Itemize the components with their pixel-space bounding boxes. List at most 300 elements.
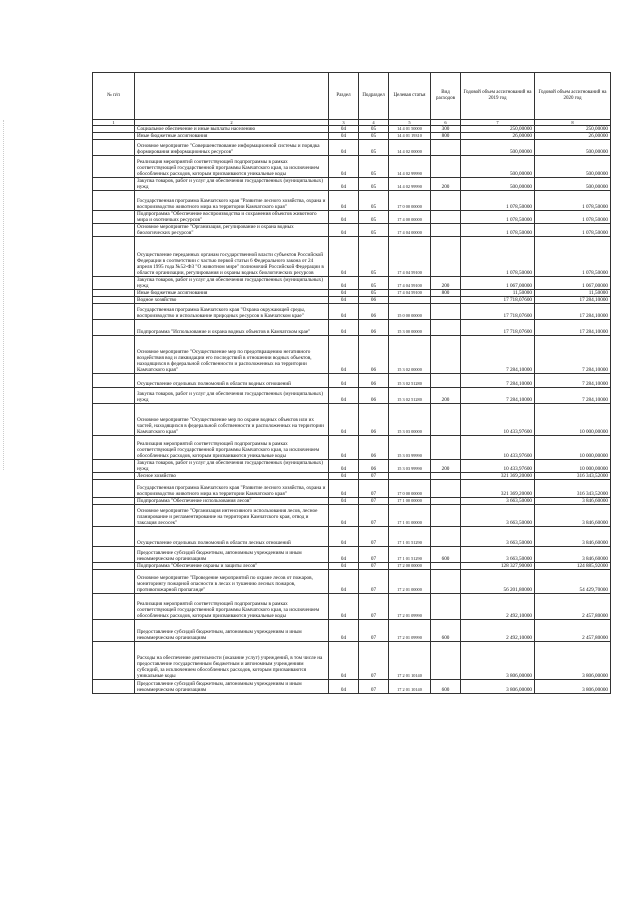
row-expense-type: 200 [431,460,461,473]
row-amount-2020: 1 078,50000 [535,191,611,211]
header-row [93,73,611,120]
row-number [93,211,135,224]
row-amount-2020: 500,00000 [535,156,611,178]
row-amount-2020: 10 000,00000 [535,460,611,473]
table-row [93,620,611,642]
row-amount-2020: 316 343,52000 [535,473,611,480]
row-name: Основное мероприятие "Организация интенсивного использования лесов, лесное планирование и регламентирование на территории Камчатского края, отвод и таксация лесосек" [135,505,329,527]
row-name: Государственная программа Камчатского края "Развитие лесного хозяйства, охрана и воспроизводство животного мира на территории Камчатского края" [135,480,329,498]
col-expense-type-header: Вид расходов [431,73,461,120]
row-section: 04 [329,680,359,694]
row-expense-type [431,320,461,336]
col-2019-header: Годовой объем ассигнований на 2019 год [461,73,535,120]
row-section: 04 [329,178,359,191]
row-subsection: 06 [359,336,389,374]
row-amount-2020: 11,50000 [535,290,611,297]
row-expense-type [431,527,461,547]
table-row [93,498,611,505]
row-section: 04 [329,140,359,156]
row-name: Иные бюджетные ассигнования [135,290,329,297]
row-number [93,178,135,191]
column-number: 4 [359,120,389,126]
row-number [93,297,135,304]
row-name: Закупка товаров, работ и услуг для обеспечения государственных (муниципальных) нужд [135,460,329,473]
row-target: 15 3 02 51280 [389,374,431,388]
column-number: 5 [389,120,431,126]
row-number [93,388,135,404]
col-section-header: Раздел [329,73,359,120]
row-expense-type [431,563,461,570]
row-expense-type: 600 [431,680,461,694]
row-amount-2020: 2 457,80000 [535,594,611,620]
row-number [93,547,135,563]
row-subsection: 05 [359,277,389,290]
row-subsection: 07 [359,480,389,498]
row-expense-type [431,374,461,388]
row-amount-2020: 26,00000 [535,133,611,140]
row-name: Основное мероприятие "Проведение мероприятий по охране лесов от пожаров, мониторингу пожарной опасности в лесах и тушению лесных пожаров, противопожарной пропаганде" [135,570,329,594]
row-amount-2019: 7 284,10000 [461,336,535,374]
row-amount-2019: 500,00000 [461,140,535,156]
col-name-header [135,73,329,120]
row-target: 14 4 02 99990 [389,178,431,191]
row-section: 04 [329,404,359,436]
table-row [93,237,611,277]
row-section: 04 [329,473,359,480]
row-number [93,570,135,594]
table-row [93,527,611,547]
table-row [93,156,611,178]
row-amount-2020: 500,00000 [535,178,611,191]
row-expense-type: 300 [431,126,461,133]
row-amount-2019: 1 078,50000 [461,224,535,237]
row-amount-2019: 500,00000 [461,156,535,178]
row-name: Основное мероприятие "Осуществление мер по предотвращению негативного воздействия вод и ликвидации его последствий в отношении водных объектов, находящихся в федеральной собственности и расположенных на территории Камчатского края" [135,336,329,374]
row-expense-type [431,336,461,374]
row-name: Подпрограмма "Обеспечение охраны и защиты лесов" [135,563,329,570]
row-amount-2019: 3 806,00000 [461,642,535,680]
row-amount-2019: 17 718,07600 [461,320,535,336]
table-row [93,277,611,290]
row-number [93,320,135,336]
row-number [93,480,135,498]
row-amount-2020: 10 000,00000 [535,404,611,436]
row-amount-2020: 3 846,60000 [535,505,611,527]
row-section: 04 [329,505,359,527]
table-row [93,304,611,320]
row-amount-2019: 2 492,10000 [461,594,535,620]
row-number [93,436,135,460]
row-number [93,460,135,473]
row-target: 15 3 00 00000 [389,320,431,336]
column-number: 6 [431,120,461,126]
column-number: 7 [461,120,535,126]
row-amount-2019: 26,00000 [461,133,535,140]
row-target: 17 2 01 10140 [389,642,431,680]
row-target: 17 0 00 00000 [389,191,431,211]
row-expense-type [431,436,461,460]
row-name: Основное мероприятие "Совершенствование информационной системы и порядка формирования информационных ресурсов" [135,140,329,156]
row-target: 17 1 01 51290 [389,527,431,547]
row-number [93,642,135,680]
row-amount-2019: 7 284,10000 [461,388,535,404]
column-number: 3 [329,120,359,126]
row-section: 04 [329,336,359,374]
row-expense-type: 600 [431,547,461,563]
row-expense-type [431,224,461,237]
row-target: 17 4 00 00000 [389,211,431,224]
row-name: Лесное хозяйство [135,473,329,480]
row-amount-2019: 10 433,97600 [461,404,535,436]
table-row [93,460,611,473]
row-subsection: 07 [359,642,389,680]
row-name: Закупка товаров, работ и услуг для обеспечения государственных (муниципальных) нужд [135,178,329,191]
row-subsection: 07 [359,498,389,505]
row-subsection: 06 [359,436,389,460]
row-section: 04 [329,224,359,237]
row-amount-2020: 7 284,10000 [535,374,611,388]
row-number [93,277,135,290]
row-amount-2019: 10 433,97600 [461,460,535,473]
row-subsection: 06 [359,404,389,436]
row-subsection: 07 [359,473,389,480]
row-section: 04 [329,388,359,404]
table-row [93,126,611,133]
row-section: 04 [329,498,359,505]
row-target: 17 4 04 59100 [389,237,431,277]
col-target-header: Целевая статья [389,73,431,120]
row-amount-2019: 321 369,20000 [461,473,535,480]
row-name: Предоставление субсидий бюджетным, автономным учреждениям и иным некоммерческим организациям [135,620,329,642]
row-amount-2019: 128 327,90000 [461,563,535,570]
row-number [93,336,135,374]
row-amount-2020: 7 284,10000 [535,336,611,374]
row-expense-type [431,156,461,178]
row-target: 17 2 00 00000 [389,563,431,570]
table-row [93,680,611,694]
row-target: 15 3 03 99990 [389,460,431,473]
row-name: Государственная программа Камчатского края "Развитие лесного хозяйства, охрана и воспроизводство животного мира на территории Камчатского края" [135,191,329,211]
row-expense-type [431,304,461,320]
row-amount-2019: 3 663,50000 [461,505,535,527]
row-name: Осуществление отдельных полномочий в области водных отношений [135,374,329,388]
row-target: 14 4 02 99990 [389,156,431,178]
row-amount-2019: 7 284,10000 [461,374,535,388]
row-name: Подпрограмма "Обеспечение воспроизводства и сохранения объектов животного мира и охотничьих ресурсов" [135,211,329,224]
table-row [93,388,611,404]
row-subsection: 07 [359,547,389,563]
row-target [389,473,431,480]
row-amount-2020: 500,00000 [535,140,611,156]
row-section: 04 [329,126,359,133]
row-name: Расходы на обеспечение деятельности (оказание услуг) учреждений, в том числе на предоставление государственным бюджетным и автономным учреждениям субсидий, за исключением обособленных расходов, которым присваиваются уникальные коды [135,642,329,680]
table-row [93,594,611,620]
row-number [93,527,135,547]
row-target: 17 0 00 00000 [389,480,431,498]
row-name: Реализация мероприятий соответствующей подпрограммы в рамках соответствующей государственной программы Камчатского края, за исключением обособленных расходов, которым присваиваются уникальные коды [135,436,329,460]
row-target: 17 1 01 00000 [389,505,431,527]
row-amount-2020: 3 806,00000 [535,642,611,680]
table-row [93,211,611,224]
row-target: 17 4 04 59100 [389,277,431,290]
row-section: 04 [329,297,359,304]
row-subsection: 07 [359,680,389,694]
row-subsection: 05 [359,237,389,277]
row-name: Закупка товаров, работ и услуг для обеспечения государственных (муниципальных) нужд [135,277,329,290]
row-name: Основное мероприятие "Осуществление мер по охране водных объектов или их частей, находящихся в федеральной собственности и расположенных на территории Камчатского края" [135,404,329,436]
row-subsection: 06 [359,460,389,473]
row-section: 04 [329,211,359,224]
row-subsection: 05 [359,156,389,178]
row-expense-type [431,594,461,620]
row-amount-2019: 3 663,50000 [461,547,535,563]
margin-mark [3,120,10,470]
table-row [93,320,611,336]
row-amount-2019: 11,50000 [461,290,535,297]
row-expense-type: 600 [431,620,461,642]
row-target: 17 2 01 00000 [389,570,431,594]
row-subsection: 07 [359,527,389,547]
row-amount-2019: 2 492,10000 [461,620,535,642]
row-subsection: 05 [359,191,389,211]
row-section: 04 [329,320,359,336]
row-amount-2019: 1 078,50000 [461,211,535,224]
row-expense-type [431,211,461,224]
row-amount-2020: 10 000,00000 [535,436,611,460]
row-amount-2020: 17 284,10000 [535,304,611,320]
row-number [93,563,135,570]
row-section: 04 [329,156,359,178]
row-target: 17 2 01 09990 [389,594,431,620]
row-section: 04 [329,374,359,388]
row-target: 14 4 01 19310 [389,133,431,140]
row-amount-2020: 54 429,70000 [535,570,611,594]
row-target: 15 3 02 00000 [389,336,431,374]
row-expense-type [431,642,461,680]
row-expense-type [431,570,461,594]
row-amount-2019: 321 369,20000 [461,480,535,498]
table-row [93,505,611,527]
col-subsection-header: Подраздел [359,73,389,120]
row-number [93,224,135,237]
row-name: Водное хозяйство [135,297,329,304]
row-subsection: 05 [359,211,389,224]
row-expense-type [431,404,461,436]
row-subsection: 07 [359,594,389,620]
row-section: 04 [329,563,359,570]
row-expense-type [431,297,461,304]
row-target: 15 0 00 00000 [389,304,431,320]
table-row [93,570,611,594]
row-target: 15 3 02 51280 [389,388,431,404]
row-subsection: 06 [359,304,389,320]
row-subsection: 07 [359,563,389,570]
row-subsection: 06 [359,320,389,336]
row-section: 04 [329,277,359,290]
row-section: 04 [329,191,359,211]
row-section: 04 [329,304,359,320]
row-number [93,290,135,297]
row-name: Социальное обеспечение и иные выплаты населению [135,126,329,133]
row-number [93,594,135,620]
row-amount-2019: 1 067,00000 [461,277,535,290]
row-amount-2020: 2 457,80000 [535,620,611,642]
row-name: Предоставление субсидий бюджетным, автономным учреждениям и иным некоммерческим организациям [135,680,329,694]
table-row [93,224,611,237]
row-expense-type [431,505,461,527]
row-subsection: 06 [359,374,389,388]
column-number: 8 [535,120,611,126]
row-number [93,620,135,642]
row-name: Реализация мероприятий соответствующей подпрограммы в рамках соответствующей государственной программы Камчатского края, за исключением обособленных расходов, которым присваиваются уникальные коды [135,156,329,178]
row-name: Осуществление переданных органам государственной власти субъектов Российской Федерации в соответствии с частью первой статьи 6 Федерального закона от 24 апреля 1995 года №52-ФЗ "О животном мире" полномочий Российской Федерации в области организации, регулирования и охраны водных биологических ресурсов [135,237,329,277]
row-amount-2020: 3 806,00000 [535,680,611,694]
row-subsection: 06 [359,297,389,304]
row-target: 15 3 03 00000 [389,404,431,436]
row-section: 04 [329,237,359,277]
table-row [93,480,611,498]
table-body [93,126,611,694]
row-section: 04 [329,547,359,563]
row-name: Основное мероприятие "Организация, регулирование и охрана водных биологических ресурсов" [135,224,329,237]
row-section: 04 [329,460,359,473]
row-expense-type [431,473,461,480]
table-row [93,547,611,563]
row-name: Реализация мероприятий соответствующей подпрограммы в рамках соответствующей государственной программы Камчатского края, за исключением обособленных расходов, которым присваиваются уникальные коды [135,594,329,620]
table-row [93,642,611,680]
row-section: 04 [329,620,359,642]
row-subsection: 07 [359,570,389,594]
row-subsection: 05 [359,178,389,191]
row-expense-type: 200 [431,277,461,290]
row-amount-2019: 1 078,50000 [461,191,535,211]
row-number [93,126,135,133]
row-subsection: 05 [359,140,389,156]
row-amount-2019: 17 718,07600 [461,297,535,304]
row-expense-type [431,140,461,156]
row-amount-2019: 3 806,00000 [461,680,535,694]
row-amount-2019: 1 078,50000 [461,237,535,277]
table-row [93,473,611,480]
row-amount-2020: 17 284,10000 [535,320,611,336]
row-section: 04 [329,642,359,680]
row-amount-2019: 500,00000 [461,178,535,191]
table-row [93,297,611,304]
table-row [93,563,611,570]
row-amount-2019: 17 718,07600 [461,304,535,320]
row-target: 14 4 02 00000 [389,140,431,156]
row-section: 04 [329,290,359,297]
row-subsection: 05 [359,290,389,297]
row-expense-type [431,480,461,498]
row-subsection: 07 [359,620,389,642]
row-amount-2019: 3 663,50000 [461,527,535,547]
row-expense-type: 200 [431,178,461,191]
row-expense-type: 200 [431,388,461,404]
row-number [93,140,135,156]
row-expense-type: 800 [431,133,461,140]
row-amount-2020: 7 284,10000 [535,388,611,404]
row-name: Иные бюджетные ассигнования [135,133,329,140]
row-amount-2020: 1 078,50000 [535,224,611,237]
row-amount-2020: 1 067,00000 [535,277,611,290]
row-subsection: 05 [359,224,389,237]
table-row [93,404,611,436]
row-amount-2020: 1 078,50000 [535,237,611,277]
row-amount-2020: 3 846,60000 [535,498,611,505]
table-row [93,290,611,297]
table-row [93,374,611,388]
row-target: 15 3 03 99990 [389,436,431,460]
row-amount-2019: 250,00000 [461,126,535,133]
row-amount-2020: 124 885,92000 [535,563,611,570]
table-row [93,140,611,156]
row-target: 17 4 04 59100 [389,290,431,297]
row-amount-2019: 56 201,80000 [461,570,535,594]
row-subsection: 07 [359,505,389,527]
row-expense-type [431,237,461,277]
row-amount-2020: 17 284,10000 [535,297,611,304]
table-row [93,436,611,460]
row-target: 17 4 04 00000 [389,224,431,237]
row-amount-2020: 3 846,60000 [535,547,611,563]
row-name: Осуществление отдельных полномочий в области лесных отношений [135,527,329,547]
column-number: 2 [135,120,329,126]
row-expense-type [431,498,461,505]
row-name: Предоставление субсидий бюджетным, автономным учреждениям и иным некоммерческим организациям [135,547,329,563]
row-name: Государственная программа Камчатского края "Охрана окружающей среды, воспроизводство и использование природных ресурсов в Камчатском крае" [135,304,329,320]
row-section: 04 [329,133,359,140]
row-target [389,297,431,304]
row-section: 04 [329,570,359,594]
row-number [93,133,135,140]
table-row [93,191,611,211]
row-amount-2019: 10 433,97600 [461,436,535,460]
row-subsection: 05 [359,133,389,140]
row-number [93,498,135,505]
col-num-header: № п/п [93,73,135,120]
row-amount-2020: 250,00000 [535,126,611,133]
row-name: Закупка товаров, работ и услуг для обеспечения государственных (муниципальных) нужд [135,388,329,404]
column-number: 1 [93,120,135,126]
budget-table [92,72,611,694]
row-section: 04 [329,480,359,498]
row-target: 17 2 01 10140 [389,680,431,694]
row-number [93,505,135,527]
row-number [93,680,135,694]
row-section: 04 [329,527,359,547]
table-row [93,336,611,374]
row-amount-2020: 1 078,50000 [535,211,611,224]
row-number [93,191,135,211]
row-number [93,404,135,436]
col-2020-header: Годовой объем ассигнований на 2020 год [535,73,611,120]
row-expense-type [431,191,461,211]
row-target: 17 1 00 00000 [389,498,431,505]
table-row [93,133,611,140]
row-name: Подпрограмма "Использование и охрана водных объектов в Камчатском крае" [135,320,329,336]
table-row [93,178,611,191]
row-target: 17 2 01 09990 [389,620,431,642]
row-amount-2020: 316 343,52000 [535,480,611,498]
row-subsection: 06 [359,388,389,404]
row-number [93,374,135,388]
row-amount-2019: 3 663,50000 [461,498,535,505]
row-section: 04 [329,436,359,460]
row-target: 14 4 01 50000 [389,126,431,133]
row-name: Подпрограмма "Обеспечение использования лесов" [135,498,329,505]
row-number [93,237,135,277]
